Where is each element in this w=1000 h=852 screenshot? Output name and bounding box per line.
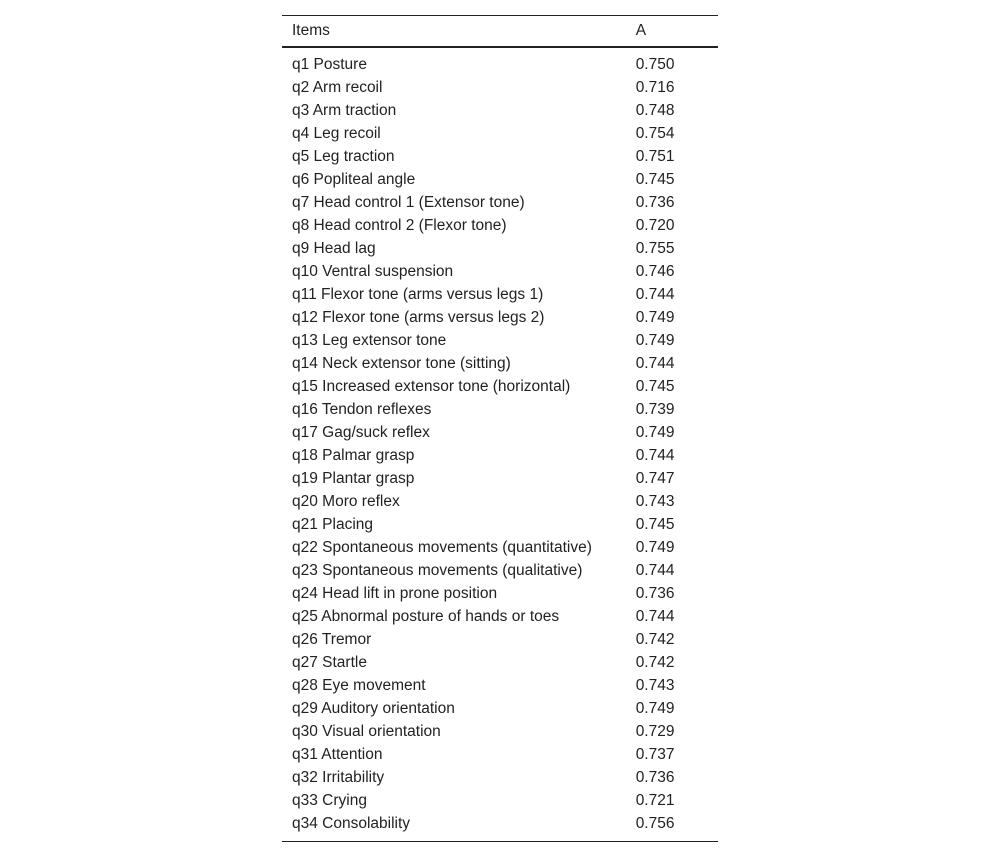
item-cell: q27 Startle bbox=[292, 653, 367, 671]
table-row bbox=[282, 47, 718, 76]
table-header bbox=[282, 16, 718, 48]
value-cell: 0.721 bbox=[635, 791, 675, 809]
table-row bbox=[282, 536, 718, 559]
table-row bbox=[282, 674, 718, 697]
table-row bbox=[282, 99, 718, 122]
item-cell: q22 Spontaneous movements (quantitative) bbox=[292, 538, 592, 556]
table-row bbox=[282, 122, 718, 145]
header-a: A bbox=[635, 22, 647, 39]
item-cell: q15 Increased extensor tone (horizontal) bbox=[292, 377, 571, 395]
table-row bbox=[282, 743, 718, 766]
value-cell: 0.750 bbox=[635, 55, 675, 73]
value-cell: 0.754 bbox=[635, 124, 675, 142]
items-table bbox=[282, 15, 718, 842]
value-cell: 0.749 bbox=[635, 423, 675, 441]
item-cell: q1 Posture bbox=[292, 55, 367, 73]
table-row bbox=[282, 283, 718, 306]
value-cell: 0.745 bbox=[635, 515, 675, 533]
value-cell: 0.751 bbox=[635, 147, 675, 165]
item-cell: q13 Leg extensor tone bbox=[292, 331, 447, 349]
table-row bbox=[282, 306, 718, 329]
table-row bbox=[282, 444, 718, 467]
table-row bbox=[282, 214, 718, 237]
value-cell: 0.736 bbox=[635, 768, 675, 786]
table-row bbox=[282, 559, 718, 582]
value-cell: 0.742 bbox=[635, 653, 675, 671]
table-row bbox=[282, 605, 718, 628]
item-cell: q16 Tendon reflexes bbox=[292, 400, 432, 418]
value-cell: 0.744 bbox=[635, 285, 675, 303]
table-row bbox=[282, 375, 718, 398]
item-cell: q10 Ventral suspension bbox=[292, 262, 454, 280]
value-cell: 0.716 bbox=[635, 78, 675, 96]
table-row bbox=[282, 766, 718, 789]
value-cell: 0.749 bbox=[635, 538, 675, 556]
table-row bbox=[282, 421, 718, 444]
table-container bbox=[282, 15, 718, 842]
item-cell: q19 Plantar grasp bbox=[292, 469, 415, 487]
table-row bbox=[282, 812, 718, 842]
item-cell: q2 Arm recoil bbox=[292, 78, 383, 96]
value-cell: 0.742 bbox=[635, 630, 675, 648]
value-cell: 0.749 bbox=[635, 699, 675, 717]
item-cell: q18 Palmar grasp bbox=[292, 446, 415, 464]
item-cell: q29 Auditory orientation bbox=[292, 699, 455, 717]
table-row bbox=[282, 628, 718, 651]
value-cell: 0.744 bbox=[635, 561, 675, 579]
item-cell: q33 Crying bbox=[292, 791, 367, 809]
value-cell: 0.747 bbox=[635, 469, 675, 487]
value-cell: 0.720 bbox=[635, 216, 675, 234]
table-body bbox=[282, 47, 718, 842]
table-row bbox=[282, 191, 718, 214]
table-row bbox=[282, 76, 718, 99]
value-cell: 0.745 bbox=[635, 377, 675, 395]
value-cell: 0.749 bbox=[635, 331, 675, 349]
header-row bbox=[282, 16, 718, 48]
item-cell: q25 Abnormal posture of hands or toes bbox=[292, 607, 560, 625]
item-cell: q32 Irritability bbox=[292, 768, 385, 786]
table-row bbox=[282, 697, 718, 720]
value-cell: 0.729 bbox=[635, 722, 675, 740]
item-cell: q31 Attention bbox=[292, 745, 383, 763]
item-cell: q24 Head lift in prone position bbox=[292, 584, 498, 602]
table-row bbox=[282, 168, 718, 191]
table-row bbox=[282, 720, 718, 743]
item-cell: q20 Moro reflex bbox=[292, 492, 400, 510]
table-row bbox=[282, 398, 718, 421]
item-cell: q6 Popliteal angle bbox=[292, 170, 416, 188]
item-cell: q26 Tremor bbox=[292, 630, 372, 648]
value-cell: 0.755 bbox=[635, 239, 675, 257]
table-row bbox=[282, 789, 718, 812]
table-row bbox=[282, 237, 718, 260]
value-cell: 0.746 bbox=[635, 262, 675, 280]
item-cell: q7 Head control 1 (Extensor tone) bbox=[292, 193, 525, 211]
header-items: Items bbox=[292, 22, 330, 39]
table-row bbox=[282, 352, 718, 375]
table-row bbox=[282, 513, 718, 536]
table-row bbox=[282, 145, 718, 168]
table-row bbox=[282, 329, 718, 352]
table-row bbox=[282, 467, 718, 490]
table-row bbox=[282, 582, 718, 605]
item-cell: q17 Gag/suck reflex bbox=[292, 423, 430, 441]
value-cell: 0.748 bbox=[635, 101, 675, 119]
value-cell: 0.736 bbox=[635, 584, 675, 602]
table-row bbox=[282, 490, 718, 513]
item-cell: q4 Leg recoil bbox=[292, 124, 381, 142]
item-cell: q28 Eye movement bbox=[292, 676, 426, 694]
item-cell: q34 Consolability bbox=[292, 814, 411, 832]
item-cell: q23 Spontaneous movements (qualitative) bbox=[292, 561, 583, 579]
item-cell: q14 Neck extensor tone (sitting) bbox=[292, 354, 511, 372]
item-cell: q5 Leg traction bbox=[292, 147, 395, 165]
value-cell: 0.745 bbox=[635, 170, 675, 188]
value-cell: 0.736 bbox=[635, 193, 675, 211]
value-cell: 0.743 bbox=[635, 492, 675, 510]
item-cell: q9 Head lag bbox=[292, 239, 376, 257]
value-cell: 0.744 bbox=[635, 446, 675, 464]
value-cell: 0.743 bbox=[635, 676, 675, 694]
item-cell: q3 Arm traction bbox=[292, 101, 397, 119]
value-cell: 0.739 bbox=[635, 400, 675, 418]
table-row bbox=[282, 260, 718, 283]
value-cell: 0.744 bbox=[635, 607, 675, 625]
item-cell: q11 Flexor tone (arms versus legs 1) bbox=[292, 285, 544, 303]
item-cell: q8 Head control 2 (Flexor tone) bbox=[292, 216, 507, 234]
item-cell: q12 Flexor tone (arms versus legs 2) bbox=[292, 308, 545, 326]
item-cell: q21 Placing bbox=[292, 515, 374, 533]
value-cell: 0.749 bbox=[635, 308, 675, 326]
value-cell: 0.756 bbox=[635, 814, 675, 832]
item-cell: q30 Visual orientation bbox=[292, 722, 441, 740]
value-cell: 0.744 bbox=[635, 354, 675, 372]
value-cell: 0.737 bbox=[635, 745, 675, 763]
table-row bbox=[282, 651, 718, 674]
